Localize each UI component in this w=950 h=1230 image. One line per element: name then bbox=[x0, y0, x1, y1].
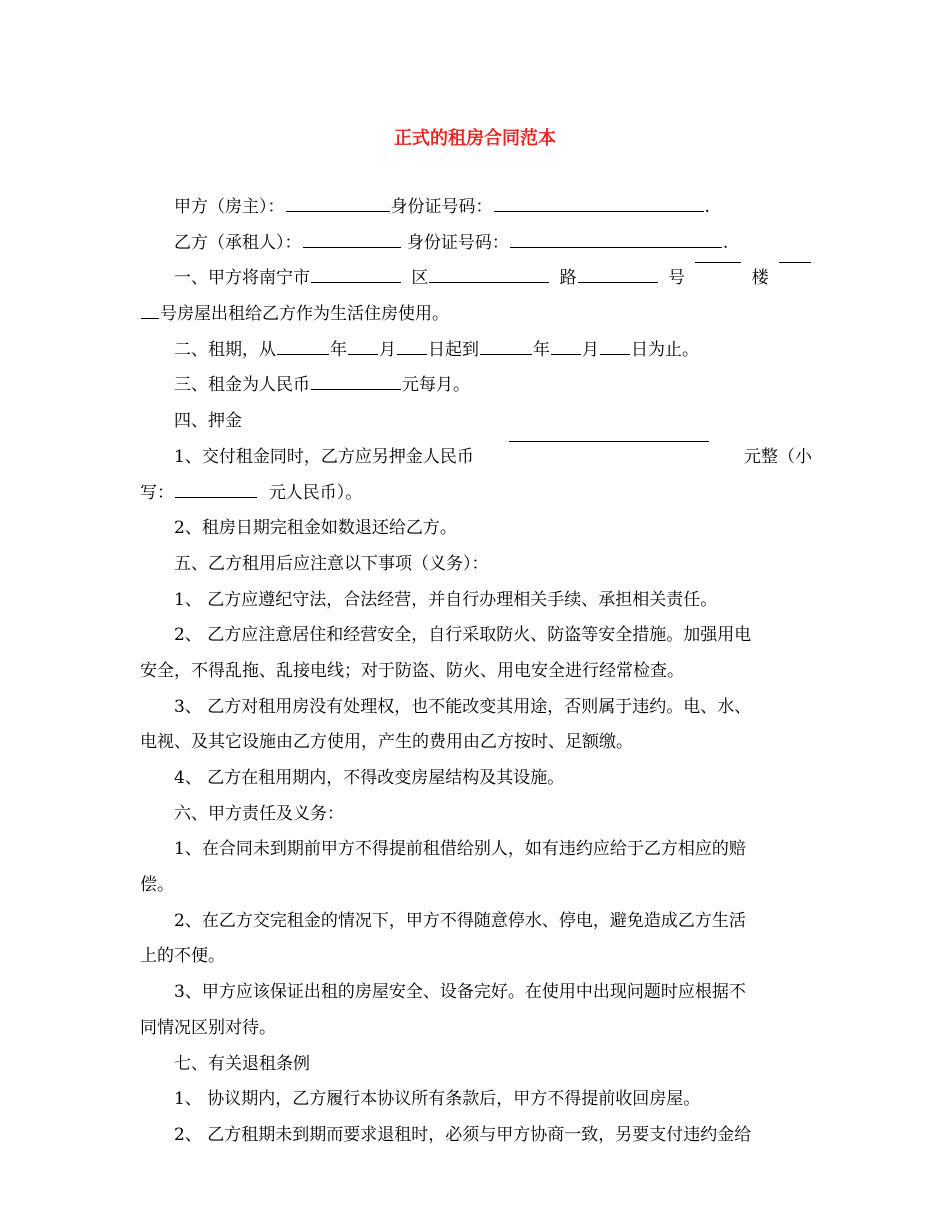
road-blank[interactable] bbox=[429, 281, 549, 283]
clause1-text-d: 号 bbox=[667, 268, 685, 289]
clause6-item1-line2: 偿。 bbox=[140, 875, 174, 896]
party-a-id-label: 身份证号码： bbox=[390, 197, 493, 217]
clause2-year1: 年 bbox=[330, 339, 347, 360]
party-a-line bbox=[140, 190, 812, 226]
party-b-id-blank[interactable] bbox=[510, 246, 722, 248]
clause1-text-e: 楼 bbox=[751, 268, 769, 289]
clause2-day2: 日为止。 bbox=[631, 339, 699, 360]
clause2-month1: 月 bbox=[379, 339, 396, 360]
party-b-label: 乙方（承租人）： bbox=[174, 232, 302, 253]
clause2-month2: 月 bbox=[582, 339, 599, 360]
clause6-item2-line1: 2、在乙方交完租金的情况下，甲方不得随意停水、停电，避免造成乙方生活 bbox=[174, 910, 746, 931]
deposit-lower-blank[interactable] bbox=[175, 496, 257, 498]
clause2-line bbox=[140, 333, 812, 369]
clause5-item1: 1、 乙方应遵纪守法，合法经营，并自行办理相关手续、承担相关责任。 bbox=[174, 589, 718, 610]
deposit-text-c: 写： bbox=[140, 482, 174, 503]
clause1-line1 bbox=[140, 261, 812, 297]
party-b-line bbox=[140, 226, 812, 262]
clause4-heading: 四、押金 bbox=[174, 411, 242, 432]
deposit-text-b: 元整（小 bbox=[743, 446, 812, 467]
deposit-amount-blank[interactable] bbox=[509, 440, 709, 442]
deposit-text-a: 1、交付租金同时，乙方应另押金人民币 bbox=[174, 446, 474, 467]
end-day-blank[interactable] bbox=[600, 353, 630, 355]
district-blank[interactable] bbox=[311, 281, 401, 283]
clause6-item3-line2: 同情况区别对待。 bbox=[140, 1017, 276, 1038]
clause6-item1-line1: 1、在合同未到期前甲方不得提前租借给别人，如有违约应给于乙方相应的赔 bbox=[174, 839, 746, 860]
party-a-label: 甲方（房主）： bbox=[174, 197, 285, 217]
end-month-blank[interactable] bbox=[551, 353, 581, 355]
party-b-end: . bbox=[722, 232, 729, 253]
party-b-name-blank[interactable] bbox=[303, 246, 401, 248]
clause7-heading: 七、有关退租条例 bbox=[174, 1053, 310, 1074]
clause2-year2: 年 bbox=[533, 339, 550, 360]
clause5-heading: 五、乙方租用后应注意以下事项（义务）： bbox=[174, 553, 489, 574]
start-year-blank[interactable] bbox=[277, 353, 329, 355]
clause1-line2 bbox=[140, 297, 812, 333]
clause4-item1-line2 bbox=[140, 476, 812, 512]
contract-body bbox=[140, 190, 812, 1154]
clause2-text-a: 二、租期，从 bbox=[174, 339, 276, 360]
document-title: 正式的租房合同范本 bbox=[394, 128, 556, 149]
clause3-text-b: 元每月。 bbox=[402, 375, 470, 396]
clause5-item3-line2: 电视、及其它设施由乙方使用，产生的费用由乙方按时、足额缴。 bbox=[140, 732, 633, 753]
end-year-blank[interactable] bbox=[480, 353, 532, 355]
building-blank[interactable] bbox=[695, 261, 741, 263]
party-a-end: . bbox=[704, 197, 710, 217]
clause5-item3-line1: 3、 乙方对租用房没有处理权，也不能改变其用途，否则属于违约。电、水、 bbox=[174, 696, 752, 717]
clause1-text-a: 一、甲方将南宁市 bbox=[174, 268, 310, 289]
clause1-text-b: 区 bbox=[411, 268, 429, 289]
clause6-item3-line1: 3、甲方应该保证出租的房屋安全、设备完好。在使用中出现问题时应根据不 bbox=[174, 982, 746, 1003]
clause5-item4: 4、 乙方在租用期内，不得改变房屋结构及其设施。 bbox=[174, 768, 565, 788]
clause1-text-f: 号房屋出租给乙方作为生活住房使用。 bbox=[160, 304, 449, 325]
clause4-item2: 2、租房日期完租金如数退还给乙方。 bbox=[174, 518, 457, 539]
room-blank-b[interactable] bbox=[141, 317, 159, 319]
clause3-line bbox=[140, 368, 812, 404]
clause6-heading: 六、甲方责任及义务： bbox=[174, 803, 344, 824]
rent-blank[interactable] bbox=[311, 388, 401, 390]
room-blank-a[interactable] bbox=[779, 261, 811, 263]
party-a-name-blank[interactable] bbox=[286, 210, 390, 212]
clause7-item1: 1、 协议期内，乙方履行本协议所有条款后，甲方不得提前收回房屋。 bbox=[174, 1089, 701, 1110]
clause2-day1: 日起到 bbox=[428, 339, 479, 360]
party-b-id-label: 身份证号码： bbox=[406, 232, 509, 253]
clause3-text-a: 三、租金为人民币 bbox=[174, 375, 310, 396]
deposit-text-d: 元人民币）。 bbox=[268, 482, 363, 503]
start-day-blank[interactable] bbox=[397, 353, 427, 355]
clause1-text-c: 路 bbox=[559, 268, 577, 289]
clause6-item2-line2: 上的不便。 bbox=[140, 946, 225, 967]
start-month-blank[interactable] bbox=[348, 353, 378, 355]
clause5-item2-line2: 安全，不得乱拖、乱接电线；对于防盗、防火、用电安全进行经常检查。 bbox=[140, 660, 684, 681]
party-a-id-blank[interactable] bbox=[494, 210, 704, 212]
number-blank[interactable] bbox=[578, 281, 658, 283]
clause7-item2: 2、 乙方租期未到期而要求退租时，必须与甲方协商一致，另要支付违约金给 bbox=[174, 1124, 752, 1145]
clause5-item2-line1: 2、 乙方应注意居住和经营安全，自行采取防火、防盗等安全措施。加强用电 bbox=[174, 625, 752, 646]
clause4-item1-line1 bbox=[140, 440, 812, 476]
